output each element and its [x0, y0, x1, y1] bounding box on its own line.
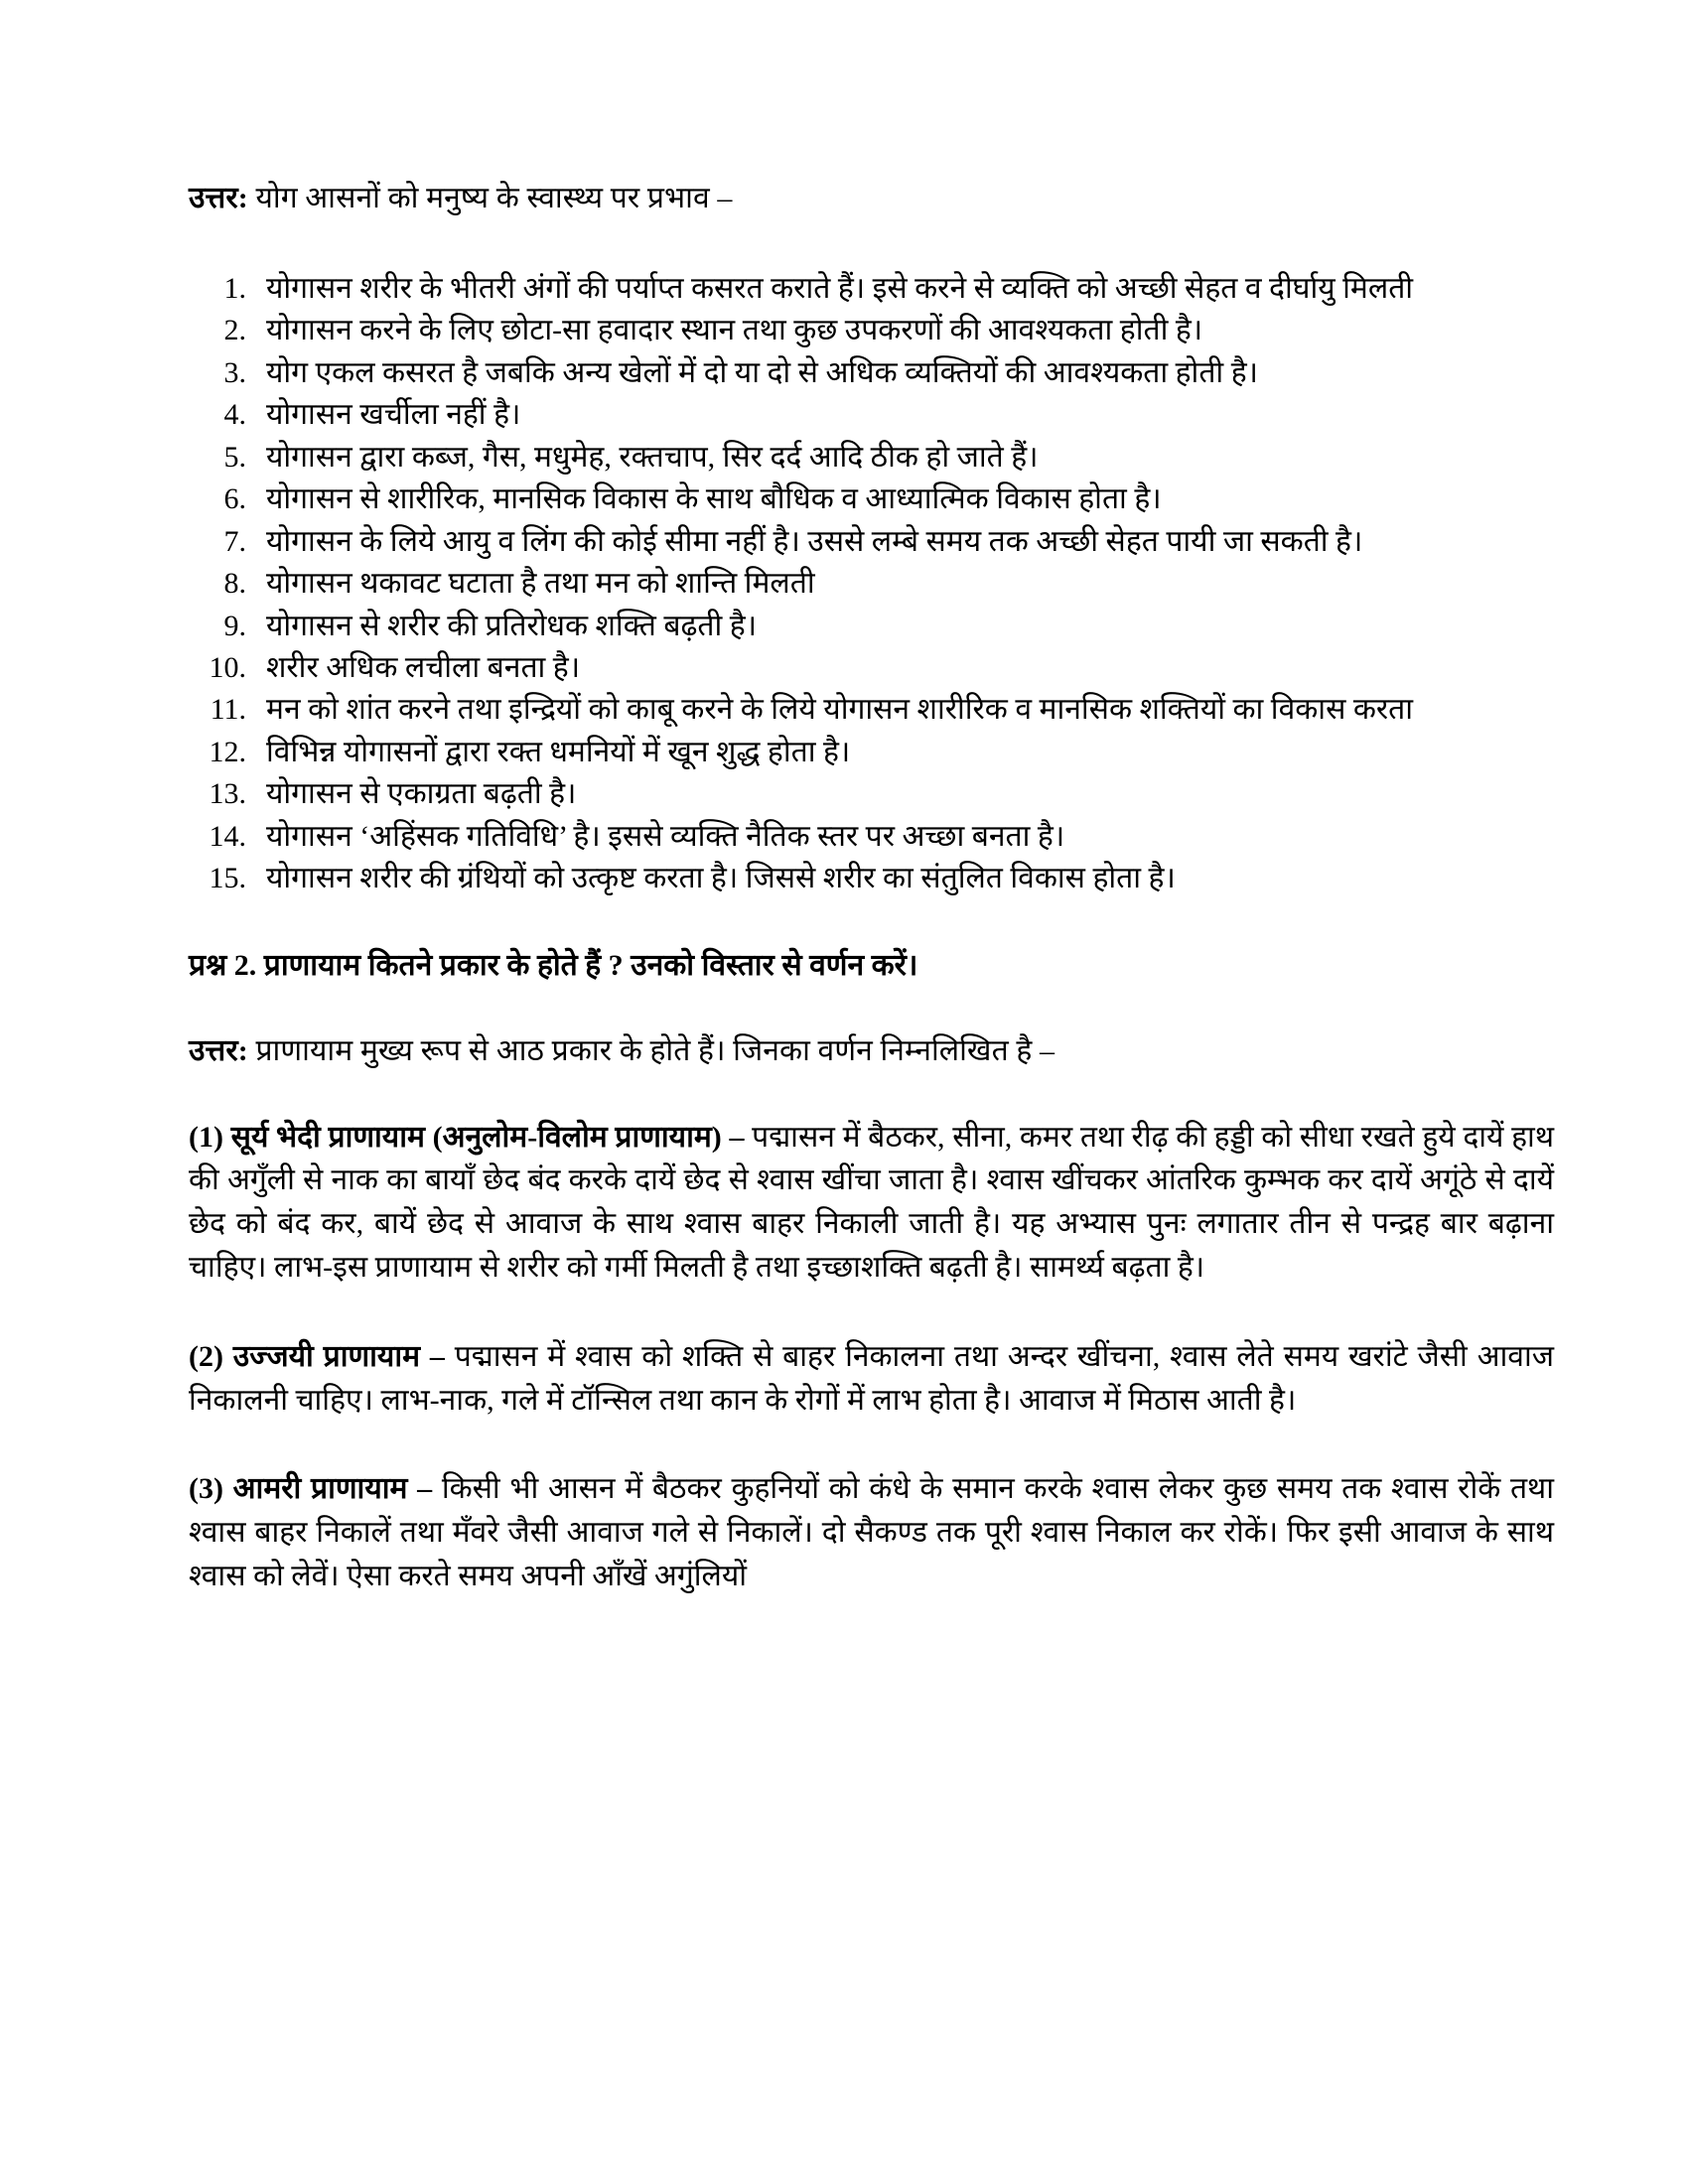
list-item	[189, 353, 1554, 392]
question-2-heading: प्रश्न 2. प्राणायाम कितने प्रकार के होते हैं ? उनको विस्तार से वर्णन करें।	[189, 948, 918, 982]
list-item-number: 13.	[209, 777, 246, 811]
list-item-text: योगासन ‘अहिंसक गतिविधि’ है। इससे व्यक्ति नैतिक स्तर पर अच्छा बनता है।	[266, 819, 1065, 853]
list-item-number: 15.	[209, 862, 246, 895]
list-item-text: योग एकल कसरत है जबकि अन्य खेलों में दो या दो से अधिक व्यक्तियों की आवश्यकता होती है।	[266, 355, 1258, 389]
list-item-text: मन को शांत करने तथा इन्द्रियों को काबू करने के लिये योगासन शारीरिक व मानसिक शक्तियों का विकास करता	[266, 693, 1414, 727]
pranayama-item-1	[189, 1116, 1554, 1290]
list-item-number: 2.	[223, 314, 246, 347]
pranayama-title: (2) उज्जयी प्राणायाम –	[189, 1339, 445, 1373]
list-item-text: योगासन शरीर के भीतरी अंगों की पर्याप्त कसरत कराते हैं। इसे करने से व्यक्ति को अच्छी सेहत व दीर्घायु मिलती	[266, 272, 1414, 305]
pranayama-body: पद्मासन में श्वास को शक्ति से बाहर निकालना तथा अन्दर खींचना, श्वास लेते समय खरांटे जैसी आवाज निकालनी चाहिए। लाभ-नाक, गले में टॉन्सिल तथा कान के रोगों में लाभ होता है। आवाज में मिठास आती है।	[189, 1339, 1555, 1417]
list-item-text: योगासन के लिये आयु व लिंग की कोई सीमा नहीं है। उससे लम्बे समय तक अच्छी सेहत पायी जा सकती है।	[266, 524, 1363, 558]
list-item-text: योगासन शरीर की ग्रंथियों को उत्कृष्ट करता है। जिससे शरीर का संतुलित विकास होता है।	[266, 862, 1176, 895]
list-item-number: 4.	[223, 398, 246, 432]
list-item-number: 1.	[223, 272, 246, 305]
list-item-text: योगासन करने के लिए छोटा-सा हवादार स्थान तथा कुछ उपकरणों की आवश्यकता होती है।	[266, 314, 1203, 347]
list-item-number: 6.	[223, 482, 246, 516]
list-item	[189, 395, 1554, 434]
list-item	[189, 564, 1554, 603]
list-item	[189, 648, 1554, 687]
answer-2-intro-text: प्राणायाम मुख्य रूप से आठ प्रकार के होते हैं। जिनका वर्णन निम्नलिखित है –	[247, 1033, 1055, 1067]
list-item-number: 8.	[223, 567, 246, 601]
list-item-number: 3.	[223, 355, 246, 389]
list-item-number: 11.	[210, 693, 246, 727]
answer-1-intro	[189, 179, 1554, 217]
pranayama-body: पद्मासन में बैठकर, सीना, कमर तथा रीढ़ की हड्डी को सीधा रखते हुये दायें हाथ की अगुँली से नाक का बायाँ छेद बंद करके दायें छेद से श्वास खींचा जाता है। श्वास खींचकर आंतरिक कुम्भक कर दायें अगूंठे से दायें छेद को बंद कर, बायें छेद से आवाज के साथ श्वास बाहर निकाली जाती है। यह अभ्यास पुनः लगातार तीन से पन्द्रह बार बढ़ाना चाहिए। लाभ-इस प्राणायाम से शरीर को गर्मी मिलती है तथा इच्छाशक्ति बढ़ती है। सामर्थ्य बढ़ता है।	[189, 1120, 1554, 1284]
list-item-text: विभिन्न योगासनों द्वारा रक्त धमनियों में खून शुद्ध होता है।	[266, 735, 851, 768]
list-item-number: 9.	[223, 609, 246, 642]
document-content	[189, 179, 1554, 1598]
list-item-text: योगासन से शारीरिक, मानसिक विकास के साथ बौधिक व आध्यात्मिक विकास होता है।	[266, 482, 1162, 516]
list-item	[189, 733, 1554, 771]
list-item-text: शरीर अधिक लचीला बनता है।	[266, 650, 581, 684]
list-item-text: योगासन से शरीर की प्रतिरोधक शक्ति बढ़ती है।	[266, 609, 758, 642]
pranayama-title: (1) सूर्य भेदी प्राणायाम (अनुलोम-विलोम प्राणायाम) –	[189, 1120, 745, 1154]
list-item	[189, 522, 1554, 561]
yoga-benefits-list	[189, 269, 1554, 898]
list-item-text: योगासन थकावट घटाता है तथा मन को शान्ति मिलती	[266, 567, 815, 601]
list-item	[189, 859, 1554, 897]
pranayama-body: किसी भी आसन में बैठकर कुहनियों को कंधे के समान करके श्वास लेकर कुछ समय तक श्वास रोकें तथा श्वास बाहर निकालें तथा मँवरे जैसी आवाज गले से निकालें। दो सैकण्ड तक पूरी श्वास निकाल कर रोकें। फिर इसी आवाज के साथ श्वास को लेवें। ऐसा करते समय अपनी आँखें अगुंलियों	[189, 1472, 1555, 1592]
list-item	[189, 479, 1554, 518]
pranayama-item-3	[189, 1467, 1554, 1597]
answer-2-intro	[189, 1031, 1554, 1070]
pranayama-title: (3) आमरी प्राणायाम –	[189, 1472, 433, 1506]
list-item-number: 5.	[223, 440, 246, 474]
list-item	[189, 438, 1554, 477]
list-item	[189, 607, 1554, 645]
list-item-number: 10.	[209, 650, 246, 684]
list-item	[189, 774, 1554, 813]
pranayama-item-2	[189, 1335, 1554, 1423]
list-item	[189, 690, 1554, 729]
list-item-text: योगासन खर्चीला नहीं है।	[266, 398, 521, 432]
list-item-number: 12.	[209, 735, 246, 768]
list-item	[189, 269, 1554, 308]
list-item-number: 14.	[209, 819, 246, 853]
list-item	[189, 817, 1554, 856]
answer-1-intro-text: योग आसनों को मनुष्य के स्वास्थ्य पर प्रभाव –	[247, 182, 733, 214]
list-item	[189, 311, 1554, 349]
answer-1-label: उत्तर:	[189, 182, 248, 214]
list-item-text: योगासन द्वारा कब्ज, गैस, मधुमेह, रक्तचाप, सिर दर्द आदि ठीक हो जाते हैं।	[266, 440, 1039, 474]
list-item-number: 7.	[223, 524, 246, 558]
list-item-text: योगासन से एकाग्रता बढ़ती है।	[266, 777, 577, 811]
answer-2-label: उत्तर:	[189, 1033, 248, 1067]
